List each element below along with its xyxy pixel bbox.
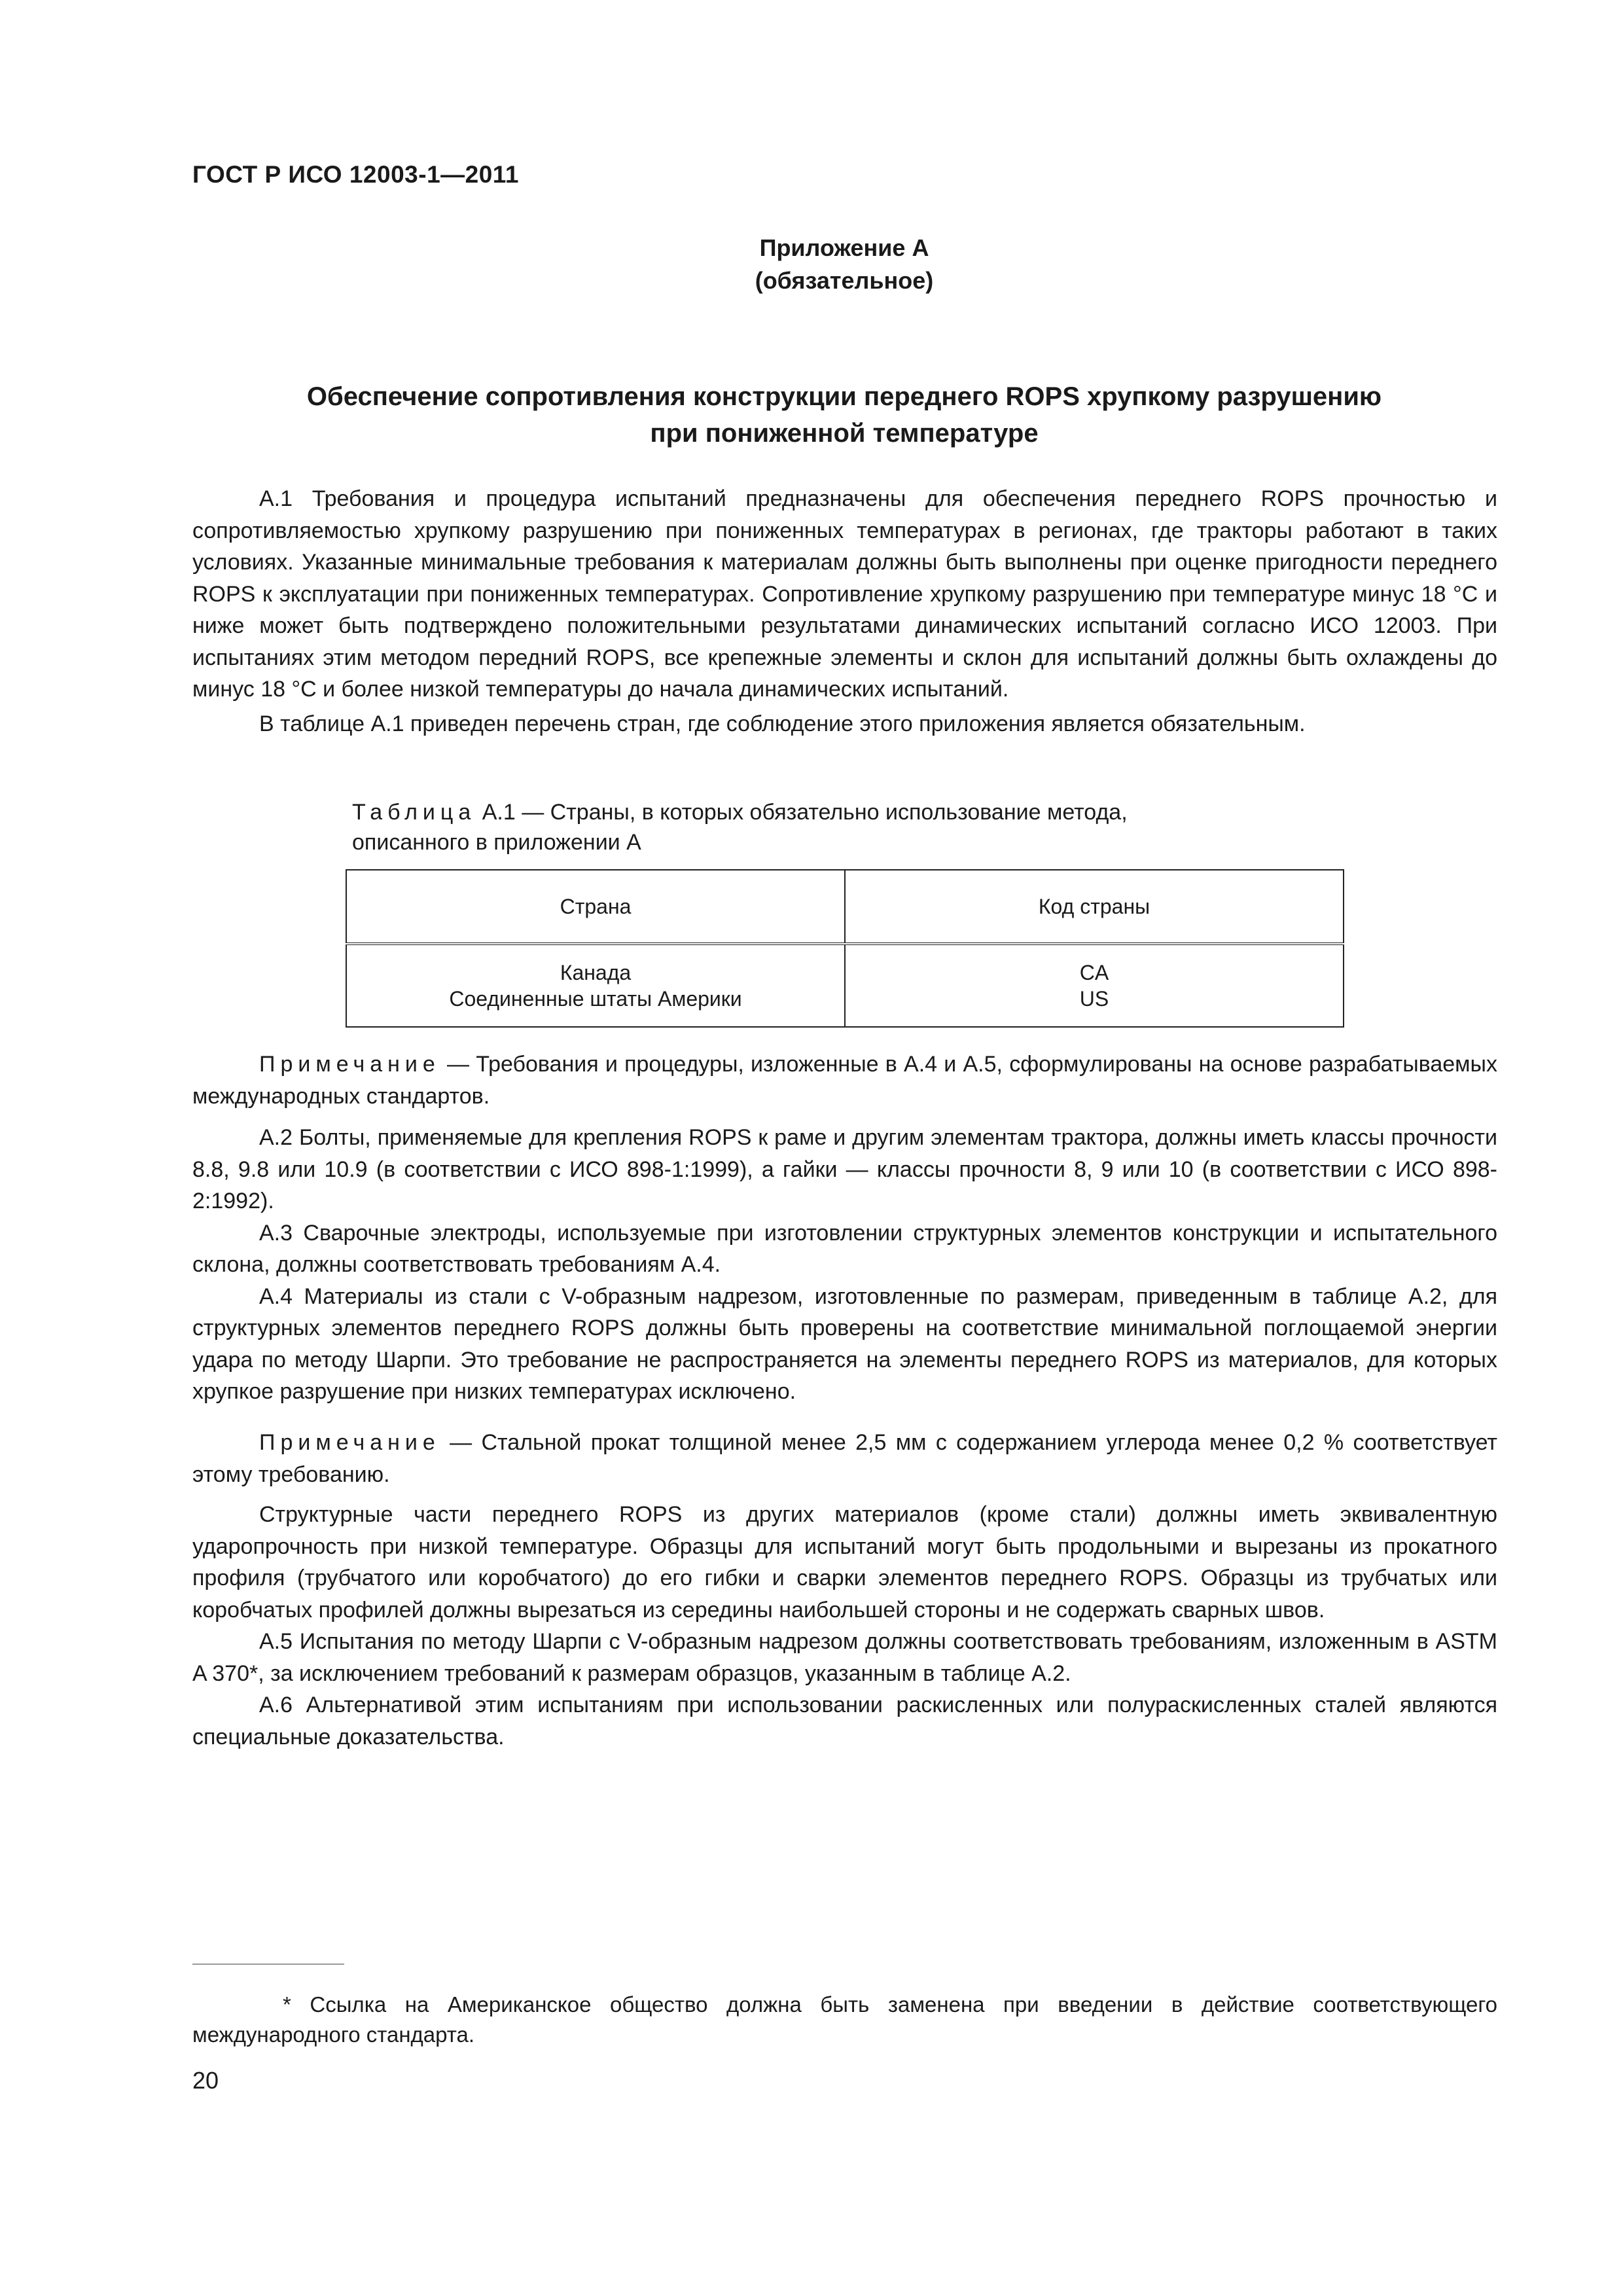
appendix-title [223,378,1466,452]
sections-a2-a4 [192,1122,1497,1408]
country-code: US [1079,987,1109,1011]
paragraph-table-reference: В таблице А.1 приведен перечень стран, где соблюдение этого приложения является обязательным. [259,711,1306,736]
appendix-status: (обязательное) [755,267,934,294]
countries-table [346,869,1344,1028]
table-caption-text: А.1 — Страны, в которых обязательно использование метода, [476,800,1128,825]
standard-header: ГОСТ Р ИСО 12003-1—2011 [192,161,519,188]
table-row [346,944,1344,1027]
paragraph-a1: А.1 Требования и процедура испытаний предназначены для обеспечения переднего ROPS прочностью и сопротивляемостью хрупкому разрушению при пониженных температурах в регионах, где тракторы работают в таких условиях. Указанные минимальные требования к материалам должны быть выполнены при оценке пригодности переднего ROPS к эксплуатации при пониженных температурах. Сопротивление хрупкому разрушению при температуре минус 18 °С и ниже может быть подтверждено положительными результатами динамических испытаний согласно ИСО 12003. При испытаниях этим методом передний ROPS, все крепежные элементы и склон для испытаний должны быть охлаждены до минус 18 °С и более низкой температуры до начала динамических испытаний. [192,486,1497,702]
paragraph-a5: А.5 Испытания по методу Шарпи с V-образным надрезом должны соответствовать требованиям, изложенным в ASTM A 370*, за исключением требований к размерам образцов, указанным в таблице А.2. [192,1629,1497,1686]
table-caption-label: Таблица [352,800,476,825]
paragraph-a3: А.3 Сварочные электроды, используемые при изготовлении структурных элементов конструкции и испытательного склона, должны соответствовать требованиям А.4. [192,1220,1497,1277]
appendix-title-line-2: при пониженной температуре [650,419,1039,448]
country-code: CA [1079,961,1109,984]
paragraph-a4: А.4 Материалы из стали с V-образным надрезом, изготовленные по размерам, приведенным в таблице А.2, для структурных элементов переднего ROPS должны быть проверены на соответствие минимальной поглощаемой энергии удара по методу Шарпи. Это требование не распространяется на элементы переднего ROPS из материалов, для которых хрупкое разрушение при низких температурах исключено. [192,1283,1497,1404]
footnote-text: * Ссылка на Американское общество должна быть заменена при введении в действие соответствующего международного стандарта. [192,1992,1497,2047]
note-label: Примечание [259,1052,440,1077]
footnote [192,1990,1497,2050]
appendix-heading [654,232,1034,297]
appendix-label: Приложение А [759,234,929,261]
table-header-row [346,870,1344,944]
note-1 [192,1049,1497,1112]
section-a1 [192,483,1497,740]
sections-a5-a6 [192,1499,1497,1753]
paragraph-a6: А.6 Альтернативой этим испытаниям при использовании раскисленных или полураскисленных сталей являются специальные доказательства. [192,1693,1497,1749]
paragraph-other-materials: Структурные части переднего ROPS из других материалов (кроме стали) должны иметь эквивалентную ударопрочность при низкой температуре. Образцы для испытаний могут быть продольными и вырезаны из прокатного профиля (трубчатого или коробчатого) до его гибки и сварки элементов переднего ROPS. Образцы из трубчатых или коробчатых профилей должны вырезаться из середины наибольшей стороны и не содержать сварных швов. [192,1502,1497,1623]
country-cell [346,944,845,1027]
note-text: — Стальной прокат толщиной менее 2,5 мм с содержанием углерода менее 0,2 % соответствует этому требованию. [192,1430,1497,1487]
table-caption-line-2: описанного в приложении А [352,830,641,855]
note-label: Примечание [259,1430,440,1455]
paragraph-a2: А.2 Болты, применяемые для крепления ROPS к раме и другим элементам трактора, должны иметь классы прочности 8.8, 9.8 или 10.9 (в соответствии с ИСО 898-1:1999), а гайки — классы прочности 8, 9 или 10 (в соответствии с ИСО 898-2:1992). [192,1125,1497,1213]
note-2 [192,1427,1497,1490]
appendix-title-line-1: Обеспечение сопротивления конструкции переднего ROPS хрупкому разрушению [306,382,1382,411]
column-header-code: Код страны [845,870,1344,944]
country-name: Канада [560,961,632,984]
footnote-divider [192,1964,344,1965]
note-text: — Требования и процедуры, изложенные в А.4 и А.5, сформулированы на основе разрабатываемых международных стандартов. [192,1052,1497,1109]
code-cell [845,944,1344,1027]
column-header-country: Страна [346,870,845,944]
page-number: 20 [192,2067,219,2094]
country-name: Соединенные штаты Америки [449,987,742,1011]
table-caption [352,797,1128,857]
